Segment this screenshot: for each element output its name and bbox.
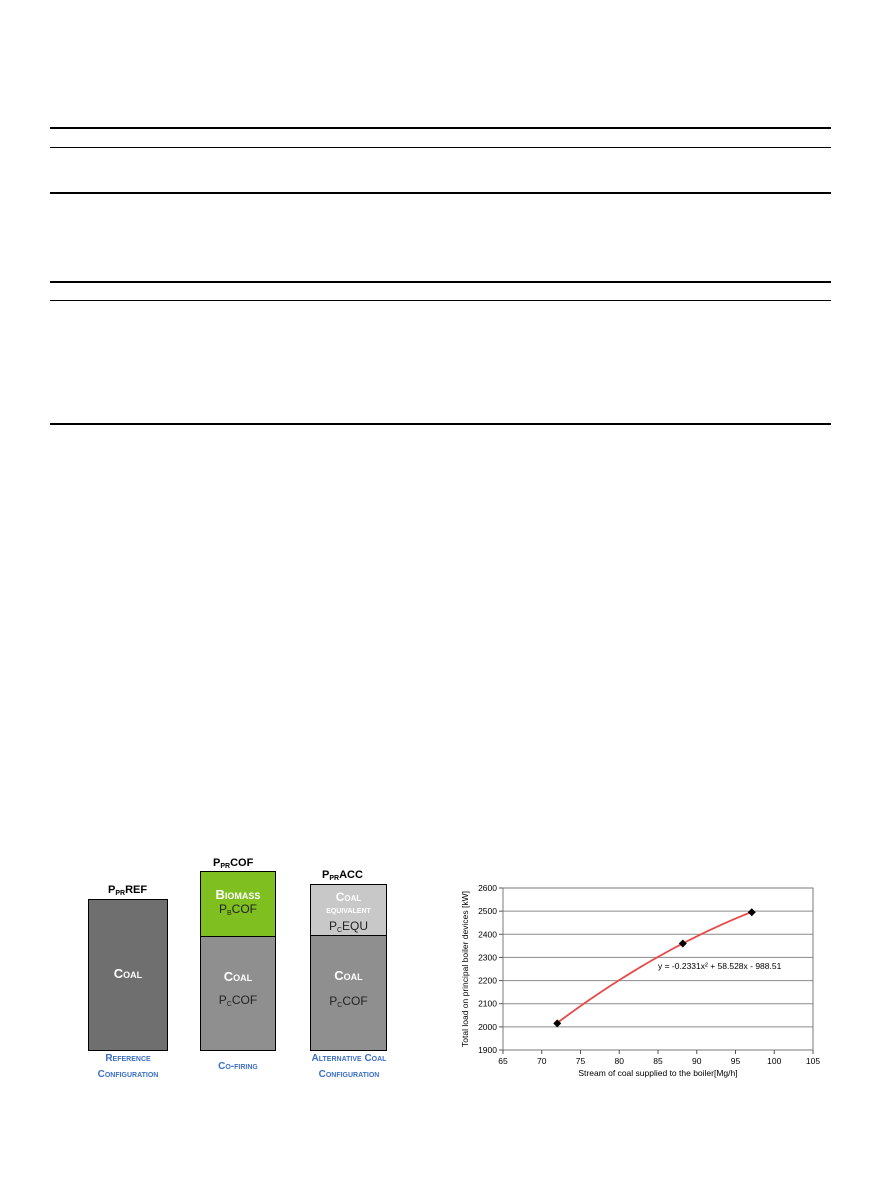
configuration-diagram — [0, 0, 440, 1191]
x-tick-label: 75 — [575, 1056, 586, 1066]
x-axis-label: Stream of coal supplied to the boiler[Mg/h] — [578, 1068, 738, 1078]
y-tick-label: 2400 — [478, 929, 497, 940]
acc-coal-label: Coal — [334, 968, 363, 983]
y-tick-label: 2600 — [478, 883, 497, 893]
boiler-load-chart — [455, 878, 835, 1098]
cof-coal-pvar: $P_CCOF$ — [218, 993, 258, 1008]
cof-coal-label: Coal — [223, 969, 253, 984]
y-tick-label: 2000 — [478, 1021, 497, 1032]
acc-coal-equivalent-label: Coal — [335, 890, 362, 904]
x-tick-label: 70 — [537, 1056, 547, 1066]
cof-biomass-label: Biomass — [215, 887, 261, 902]
y-axis-label: Total load on principal boiler devices [kW] — [460, 891, 470, 1047]
acc-coal-block — [310, 935, 387, 1051]
x-tick-label: 90 — [692, 1056, 702, 1066]
column-title-cof: $P_{PR}COF$ — [213, 857, 254, 870]
y-tick-label: 2100 — [478, 998, 497, 1009]
x-tick-label: 100 — [767, 1056, 782, 1066]
y-tick-label: 2300 — [478, 952, 497, 963]
data-point — [748, 908, 756, 916]
cof-coal-block — [200, 936, 276, 1051]
data-point — [679, 940, 687, 948]
ref-coal-label: Coal — [113, 966, 143, 981]
x-tick-label: 105 — [805, 1056, 821, 1066]
acc-coal-pvar: $P_CCOF$ — [329, 994, 368, 1009]
caption-cofiring: Co-firing — [218, 1061, 258, 1072]
column-title-ref: $P_{PR}REF$ — [108, 884, 148, 897]
acc-equ-pvar: $P_CEQU$ — [328, 919, 369, 934]
acc-coal-equivalent-label2: equivalent — [326, 905, 371, 916]
x-tick-label: 80 — [614, 1056, 624, 1066]
caption-reference: Reference Configuration — [97, 1053, 159, 1080]
acc-coal-equivalent-block — [310, 884, 387, 936]
y-tick-label: 1900 — [478, 1045, 497, 1055]
cof-biomass-pvar: $P_BCOF$ — [218, 902, 258, 917]
x-tick-label: 65 — [498, 1056, 508, 1066]
column-title-acc: $P_{PR}ACC$ — [322, 869, 363, 882]
trendline-equation: y = -0.2331x² + 58.528x - 988.51 — [658, 961, 782, 971]
y-tick-label: 2500 — [478, 906, 497, 917]
cof-biomass-block — [200, 871, 276, 937]
y-tick-label: 2200 — [478, 975, 497, 986]
chart-svg — [455, 878, 835, 1098]
x-tick-label: 85 — [653, 1056, 663, 1066]
ref-coal-block — [88, 899, 168, 1051]
caption-alternative: Alternative Coal Configuration — [311, 1053, 387, 1080]
x-tick-label: 95 — [730, 1056, 741, 1066]
axis-layer — [478, 883, 820, 1066]
